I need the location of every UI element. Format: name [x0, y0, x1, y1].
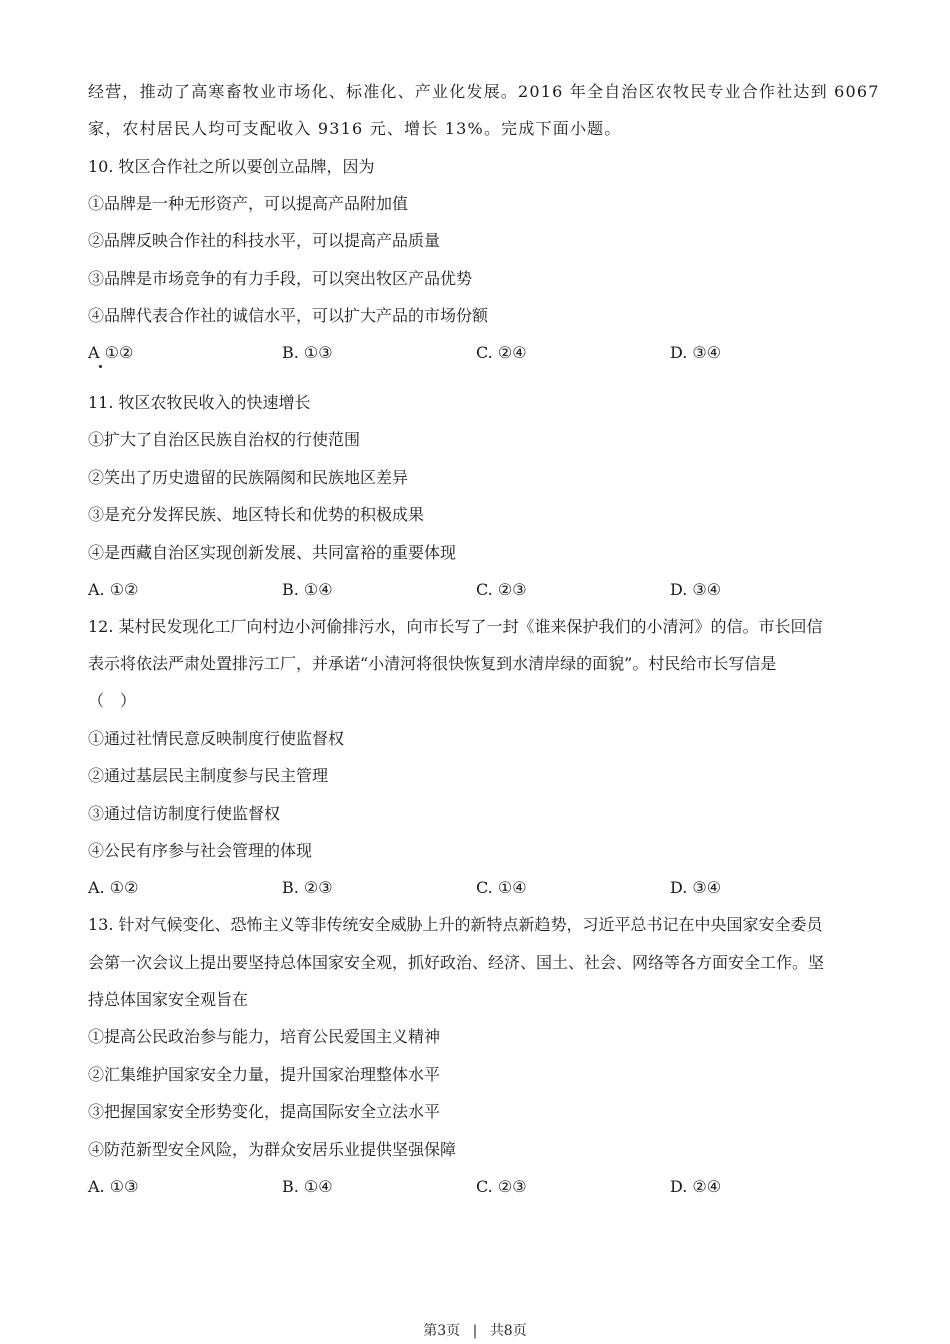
question-10-option-a: A ①② [88, 343, 134, 362]
question-13-stem-line-3: 持总体国家安全观旨在 [88, 990, 249, 1009]
page-current: 第3页 [423, 1323, 461, 1339]
question-13-item-3: ③把握国家安全形势变化，提高国际安全立法水平 [88, 1102, 441, 1121]
question-12-stem-line-2: 表示将依法严肃处置排污工厂，并承诺“小清河将很快恢复到水清岸绿的面貌”。村民给市长写信是 [88, 654, 777, 673]
page-total: 共8页 [489, 1323, 527, 1339]
question-11-item-1: ①扩大了自治区民族自治权的行使范围 [88, 430, 361, 449]
question-13-option-d: D. ②④ [670, 1177, 722, 1196]
question-13-stem-line-1: 13. 针对气候变化、恐怖主义等非传统安全威胁上升的新特点新趋势，习近平总书记在中央国家安全委员 [88, 915, 823, 934]
question-10-item-3: ③品牌是市场竞争的有力手段，可以突出牧区产品优势 [88, 269, 473, 288]
question-12-item-3: ③通过信访制度行使监督权 [88, 804, 281, 823]
question-10-options [88, 342, 868, 364]
question-11-item-3: ③是充分发挥民族、地区特长和优势的积极成果 [88, 505, 425, 524]
question-12-item-2: ②通过基层民主制度参与民主管理 [88, 766, 329, 785]
intro-line-1: 经营，推动了高寒畜牧业市场化、标准化、产业化发展。2016 年全自治区农牧民专业合作社达到 6067 [88, 82, 880, 101]
question-11-option-c: C. ②③ [476, 580, 527, 599]
question-12-option-b: B. ②③ [282, 878, 333, 897]
question-12-stem-line-1: 12. 某村民发现化工厂向村边小河偷排污水，向市长写了一封《谁来保护我们的小清河》的信。市长回信 [88, 617, 823, 636]
question-10-option-b: B. ①③ [282, 343, 333, 362]
question-13-options [88, 1176, 868, 1198]
question-10-item-1: ①品牌是一种无形资产，可以提高产品附加值 [88, 194, 409, 213]
question-10-option-c: C. ②④ [476, 343, 527, 362]
question-13-option-a: A. ①③ [88, 1177, 139, 1196]
question-10-item-2: ②品牌反映合作社的科技水平，可以提高产品质量 [88, 231, 441, 250]
question-10-item-4: ④品牌代表合作社的诚信水平，可以扩大产品的市场份额 [88, 306, 489, 325]
question-12-option-c: C. ①④ [476, 878, 527, 897]
question-12-option-d: D. ③④ [670, 878, 722, 897]
question-11-option-b: B. ①④ [282, 580, 333, 599]
question-11-option-d: D. ③④ [670, 580, 722, 599]
question-13-item-2: ②汇集维护国家安全力量，提升国家治理整体水平 [88, 1065, 441, 1084]
question-11-option-a: A. ①② [88, 580, 139, 599]
question-11-item-2: ②笑出了历史遗留的民族隔阂和民族地区差异 [88, 468, 409, 487]
question-11-options [88, 579, 868, 601]
question-13-item-1: ①提高公民政治参与能力，培育公民爱国主义精神 [88, 1027, 441, 1046]
question-13-stem-line-2: 会第一次会议上提出要坚持总体国家安全观，抓好政治、经济、国土、社会、网络等各方面安全工作。坚 [88, 953, 825, 972]
question-10-stem: 10. 牧区合作社之所以要创立品牌，因为 [88, 157, 375, 176]
question-11-item-4: ④是西藏自治区实现创新发展、共同富裕的重要体现 [88, 543, 457, 562]
question-12-item-1: ①通过社情民意反映制度行使监督权 [88, 729, 345, 748]
question-13-option-b: B. ①④ [282, 1177, 333, 1196]
question-12-option-a: A. ①② [88, 878, 139, 897]
question-10-option-d: D. ③④ [670, 343, 722, 362]
question-12-item-4: ④公民有序参与社会管理的体现 [88, 841, 313, 860]
intro-line-2: 家，农村居民人均可支配收入 9316 元、增长 13%。完成下面小题。 [88, 119, 622, 138]
question-13-item-4: ④防范新型安全风险，为群众安居乐业提供坚强保障 [88, 1140, 457, 1159]
question-12-options [88, 877, 868, 899]
question-11-stem: 11. 牧区农牧民收入的快速增长 [88, 393, 311, 412]
page-separator: | [472, 1323, 478, 1339]
stray-dot-mark [99, 365, 102, 368]
question-12-stem-line-3: （ ） [88, 691, 137, 710]
page-footer [0, 1322, 950, 1340]
question-13-option-c: C. ②③ [476, 1177, 527, 1196]
